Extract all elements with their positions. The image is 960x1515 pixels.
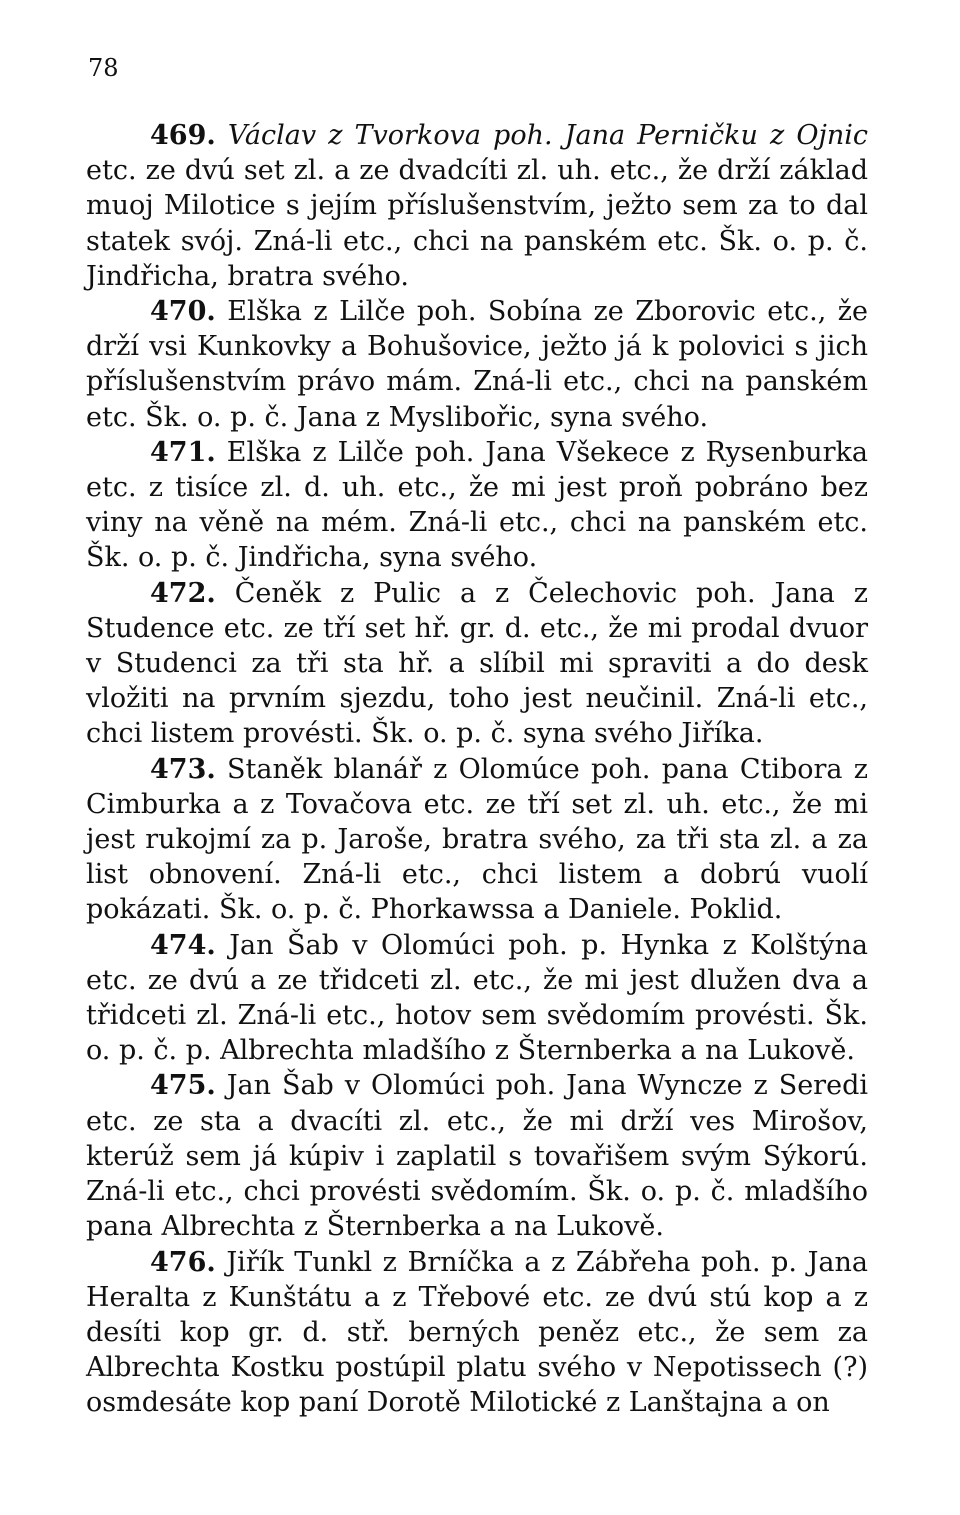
entry-text: Jan Šab v Olomúci poh. Jana Wyncze z Seredi etc. ze sta a dvacíti zl. etc., že mi drží ves Mirošov, kterúž sem já kúpiv i zaplatil s tovařišem svým Sýkorú. Zná-li etc., chci provésti svědomím. Šk. o. p. č. mladšího pana Albrechta z Šternberka a na Lukově. — [86, 1070, 868, 1243]
entry-number: 471. — [150, 436, 216, 468]
entry-475 — [86, 1068, 868, 1244]
entry-474 — [86, 928, 868, 1069]
entry-number: 475. — [150, 1070, 216, 1102]
entry-470 — [86, 294, 868, 435]
entry-473 — [86, 752, 868, 928]
entry-lead: Václav z Tvorkova poh. Jana Perničku z Ojnic — [227, 120, 868, 151]
entry-number: 472. — [150, 577, 216, 609]
entry-number: 469. — [150, 120, 216, 151]
entry-text: Jiřík Tunkl z Brníčka a z Zábřeha poh. p. Jana Heralta z Kunštátu a z Třebové etc. ze dvú stú kop a z desíti kop gr. d. stř. berných peněz etc., že sem za Albrechta Kostku postúpil platu svého v Nepotissech (?) osmdesáte kop paní Dorotě Milotické z Lanštajna a on — [86, 1246, 868, 1419]
page-number: 78 — [88, 54, 119, 82]
entry-471 — [86, 435, 868, 576]
entry-number: 474. — [150, 929, 216, 961]
entries-text — [86, 118, 868, 1421]
entry-472 — [86, 576, 868, 752]
entry-text: etc. ze dvú set zl. a ze dvadcíti zl. uh. etc., že drží základ muoj Milotice s jejím příslušenstvím, ježto sem za to dal statek svój. Zná-li etc., chci na panském etc. Šk. o. p. č. Jindřicha, bratra svého. — [86, 155, 868, 292]
entry-476 — [86, 1245, 868, 1421]
entry-number: 470. — [150, 296, 216, 328]
entry-text: Jan Šab v Olomúci poh. p. Hynka z Kolštýna etc. ze dvú a ze třidceti zl. etc., že mi jest dlužen dva a třidceti zl. Zná-li etc., hotov sem svědomím provésti. Šk. o. p. č. p. Albrechta mladšího z Šternberka a na Lukově. — [86, 929, 868, 1067]
entry-number: 473. — [150, 753, 216, 785]
entry-text: Elška z Lilče poh. Jana Všekece z Rysenburka etc. z tisíce zl. d. uh. etc., že mi jest proň pobráno bez viny na věně na mém. Zná-li etc., chci na panském etc. Šk. o. p. č. Jindřicha, syna svého. — [86, 436, 869, 574]
entry-text: Čeněk z Pulic a z Čelechovic poh. Jana z Studence etc. ze tří set hř. gr. d. etc., že mi prodal dvuor v Studenci za tři sta hř. a slíbil mi spraviti a do desk vložiti na prvním sjezdu, toho jest neučinil. Zná-li etc., chci listem provésti. Šk. o. p. č. syna svého Jiříka. — [86, 577, 868, 750]
entry-text: Elška z Lilče poh. Sobína ze Zborovic etc., že drží vsi Kunkovky a Bohušovice, ježto já k polovici s jich příslušenstvím právo mám. Zná-li etc., chci na panském etc. Šk. o. p. č. Jana z Myslibořic, syna svého. — [86, 296, 868, 433]
entry-number: 476. — [150, 1246, 216, 1278]
entry-text: Staněk blanář z Olomúce poh. pana Ctibora z Cimburka a z Tovačova etc. ze tří set zl. uh. etc., že mi jest rukojmí za p. Jaroše, bratra svého, za tři sta zl. a za list obnovení. Zná-li etc., chci listem a dobrú vuolí pokázati. Šk. o. p. č. Phorkawssa a Daniele. Poklid. — [86, 753, 868, 926]
entry-469 — [86, 118, 868, 294]
